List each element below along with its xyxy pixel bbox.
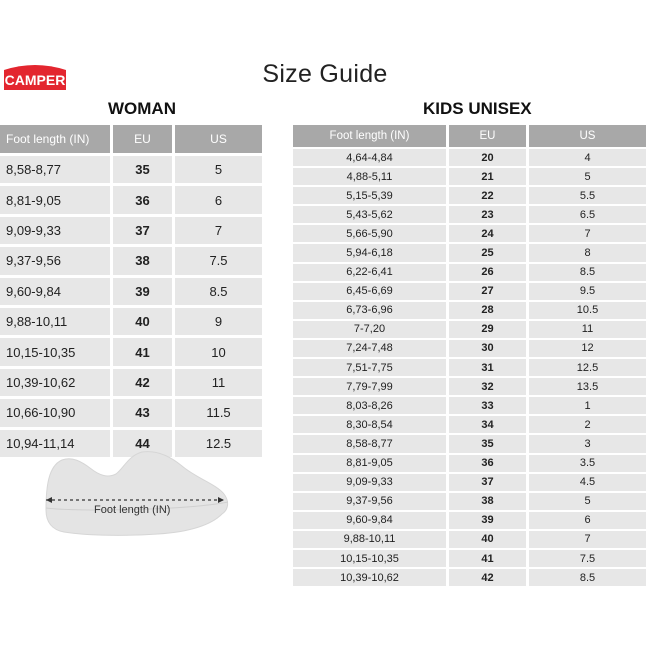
table-row: [0, 186, 262, 213]
table-row: [0, 308, 262, 335]
eu-size-cell: 27: [449, 283, 526, 300]
eu-size-cell: 24: [449, 225, 526, 242]
us-size-cell: 6.5: [529, 206, 646, 223]
foot-length-cell: 8,58-8,77: [293, 435, 446, 452]
eu-size-cell: 35: [449, 435, 526, 452]
shoe-measure-label: Foot length (IN): [94, 504, 171, 516]
us-size-cell: 10.5: [529, 302, 646, 319]
foot-length-cell: 9,09-9,33: [0, 217, 110, 244]
foot-length-cell: 10,39-10,62: [0, 369, 110, 396]
table-row: [293, 168, 646, 185]
eu-size-cell: 36: [449, 455, 526, 472]
foot-length-cell: 9,60-9,84: [293, 512, 446, 529]
header-us: US: [529, 125, 646, 147]
foot-length-cell: 7-7,20: [293, 321, 446, 338]
foot-length-cell: 8,81-9,05: [0, 186, 110, 213]
foot-length-cell: 9,88-10,11: [0, 308, 110, 335]
eu-size-cell: 32: [449, 378, 526, 395]
us-size-cell: 7: [529, 531, 646, 548]
eu-size-cell: 29: [449, 321, 526, 338]
foot-length-cell: 6,73-6,96: [293, 302, 446, 319]
table-header-row: [0, 125, 262, 153]
table-row: [293, 225, 646, 242]
table-row: [293, 321, 646, 338]
foot-length-cell: 10,94-11,14: [0, 430, 110, 457]
us-size-cell: 11: [529, 321, 646, 338]
table-header-row: [293, 125, 646, 147]
table-row: [293, 435, 646, 452]
table-row: [293, 550, 646, 567]
eu-size-cell: 28: [449, 302, 526, 319]
table-row: [0, 278, 262, 305]
table-row: [0, 217, 262, 244]
foot-length-cell: 8,03-8,26: [293, 397, 446, 414]
us-size-cell: 11: [175, 369, 262, 396]
us-size-cell: 5: [529, 493, 646, 510]
woman-section-title: WOMAN: [108, 99, 176, 118]
eu-size-cell: 33: [449, 397, 526, 414]
table-row: [293, 397, 646, 414]
us-size-cell: 2: [529, 416, 646, 433]
table-row: [293, 283, 646, 300]
foot-length-cell: 5,43-5,62: [293, 206, 446, 223]
us-size-cell: 6: [529, 512, 646, 529]
eu-size-cell: 42: [449, 569, 526, 586]
table-row: [293, 244, 646, 261]
table-row: [293, 531, 646, 548]
eu-size-cell: 39: [113, 278, 172, 305]
table-row: [293, 474, 646, 491]
us-size-cell: 3.5: [529, 455, 646, 472]
table-row: [293, 416, 646, 433]
table-row: [293, 512, 646, 529]
us-size-cell: 7: [175, 217, 262, 244]
foot-length-cell: 7,79-7,99: [293, 378, 446, 395]
us-size-cell: 9: [175, 308, 262, 335]
foot-length-cell: 4,88-5,11: [293, 168, 446, 185]
foot-length-cell: 10,39-10,62: [293, 569, 446, 586]
eu-size-cell: 34: [449, 416, 526, 433]
logo-text: CAMPER: [4, 72, 66, 88]
foot-length-cell: 5,66-5,90: [293, 225, 446, 242]
table-row: [293, 455, 646, 472]
us-size-cell: 8: [529, 244, 646, 261]
woman-size-table: [0, 122, 265, 460]
foot-length-cell: 9,60-9,84: [0, 278, 110, 305]
foot-length-cell: 10,15-10,35: [293, 550, 446, 567]
us-size-cell: 7.5: [175, 247, 262, 274]
foot-length-cell: 4,64-4,84: [293, 149, 446, 166]
foot-length-cell: 5,94-6,18: [293, 244, 446, 261]
us-size-cell: 5: [529, 168, 646, 185]
table-row: [293, 378, 646, 395]
us-size-cell: 8.5: [529, 264, 646, 281]
kids-size-table: [290, 123, 649, 588]
table-row: [293, 493, 646, 510]
foot-length-cell: 9,37-9,56: [0, 247, 110, 274]
us-size-cell: 5: [175, 156, 262, 183]
table-row: [293, 206, 646, 223]
foot-length-cell: 9,37-9,56: [293, 493, 446, 510]
us-size-cell: 8.5: [529, 569, 646, 586]
table-row: [293, 187, 646, 204]
eu-size-cell: 40: [449, 531, 526, 548]
table-row: [0, 247, 262, 274]
foot-length-cell: 10,66-10,90: [0, 399, 110, 426]
eu-size-cell: 40: [113, 308, 172, 335]
table-row: [293, 340, 646, 357]
table-row: [293, 302, 646, 319]
us-size-cell: 12.5: [529, 359, 646, 376]
us-size-cell: 4.5: [529, 474, 646, 491]
foot-length-cell: 7,24-7,48: [293, 340, 446, 357]
foot-length-cell: 10,15-10,35: [0, 338, 110, 365]
eu-size-cell: 25: [449, 244, 526, 261]
shoe-icon: [38, 448, 238, 540]
table-row: [0, 156, 262, 183]
header-eu: EU: [113, 125, 172, 153]
us-size-cell: 10: [175, 338, 262, 365]
us-size-cell: 7.5: [529, 550, 646, 567]
us-size-cell: 12: [529, 340, 646, 357]
eu-size-cell: 38: [449, 493, 526, 510]
eu-size-cell: 26: [449, 264, 526, 281]
eu-size-cell: 39: [449, 512, 526, 529]
eu-size-cell: 35: [113, 156, 172, 183]
foot-length-cell: 6,22-6,41: [293, 264, 446, 281]
eu-size-cell: 36: [113, 186, 172, 213]
foot-length-cell: 9,09-9,33: [293, 474, 446, 491]
eu-size-cell: 21: [449, 168, 526, 185]
eu-size-cell: 38: [113, 247, 172, 274]
table-row: [293, 264, 646, 281]
header-us: US: [175, 125, 262, 153]
us-size-cell: 11.5: [175, 399, 262, 426]
eu-size-cell: 41: [113, 338, 172, 365]
foot-length-cell: 6,45-6,69: [293, 283, 446, 300]
page-title: Size Guide: [262, 60, 388, 88]
kids-section-title: KIDS UNISEX: [423, 99, 532, 118]
table-row: [0, 338, 262, 365]
eu-size-cell: 31: [449, 359, 526, 376]
eu-size-cell: 41: [449, 550, 526, 567]
us-size-cell: 3: [529, 435, 646, 452]
us-size-cell: 9.5: [529, 283, 646, 300]
us-size-cell: 6: [175, 186, 262, 213]
table-row: [293, 149, 646, 166]
eu-size-cell: 44: [113, 430, 172, 457]
us-size-cell: 12.5: [175, 430, 262, 457]
foot-length-cell: 5,15-5,39: [293, 187, 446, 204]
eu-size-cell: 43: [113, 399, 172, 426]
us-size-cell: 4: [529, 149, 646, 166]
foot-length-cell: 9,88-10,11: [293, 531, 446, 548]
eu-size-cell: 20: [449, 149, 526, 166]
us-size-cell: 1: [529, 397, 646, 414]
us-size-cell: 8.5: [175, 278, 262, 305]
eu-size-cell: 37: [113, 217, 172, 244]
eu-size-cell: 30: [449, 340, 526, 357]
header-eu: EU: [449, 125, 526, 147]
foot-length-cell: 8,58-8,77: [0, 156, 110, 183]
foot-length-cell: 8,30-8,54: [293, 416, 446, 433]
header-foot-length: Foot length (IN): [0, 125, 110, 153]
eu-size-cell: 22: [449, 187, 526, 204]
header-foot-length: Foot length (IN): [293, 125, 446, 147]
table-row: [0, 369, 262, 396]
table-row: [293, 359, 646, 376]
eu-size-cell: 37: [449, 474, 526, 491]
us-size-cell: 13.5: [529, 378, 646, 395]
foot-length-cell: 7,51-7,75: [293, 359, 446, 376]
foot-length-cell: 8,81-9,05: [293, 455, 446, 472]
eu-size-cell: 42: [113, 369, 172, 396]
table-row: [0, 399, 262, 426]
us-size-cell: 7: [529, 225, 646, 242]
eu-size-cell: 23: [449, 206, 526, 223]
us-size-cell: 5.5: [529, 187, 646, 204]
table-row: [293, 569, 646, 586]
